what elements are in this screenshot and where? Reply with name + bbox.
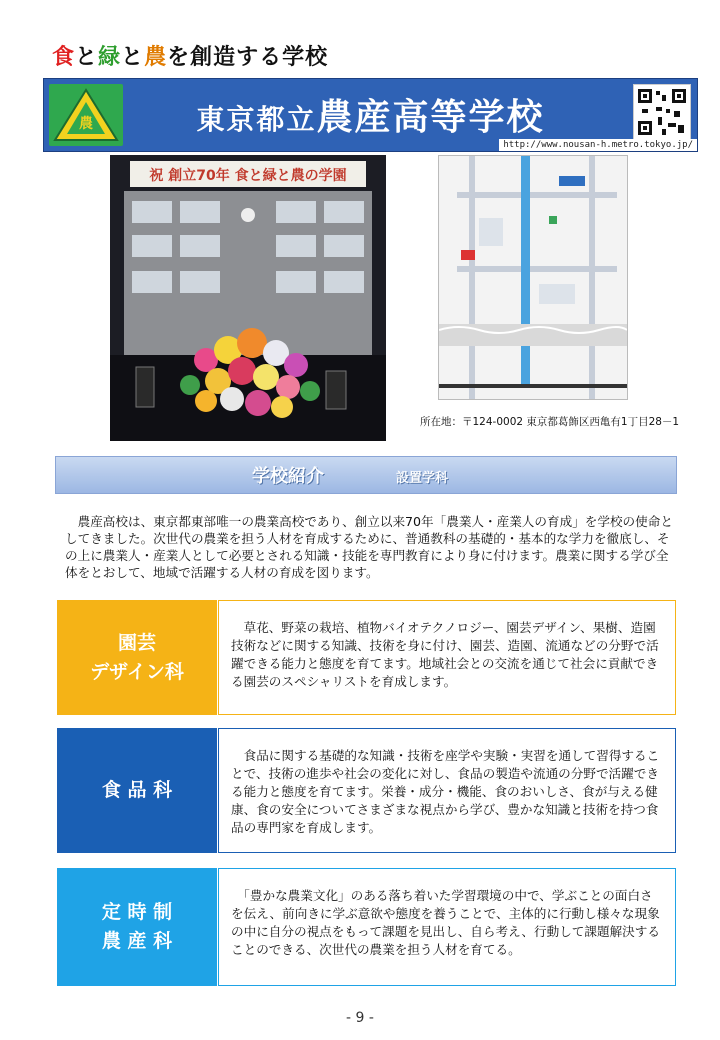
school-tagline [52, 40, 328, 71]
access-map[interactable] [438, 155, 628, 400]
department-description: 草花、野菜の栽培、植物バイオテクノロジー、園芸デザイン、果樹、造園技術などに関する知識、技術を身に付け、園芸、造園、流通などの分野で活躍できる能力と態度を育てます。地域社会との交流を通じて社会に貢献できる園芸のスペシャリストを育成します。 [218, 600, 676, 715]
qr-code-icon[interactable] [633, 84, 691, 140]
photo-banner-text: 祝 創立70年 食と緑と農の学園 [149, 168, 347, 184]
tagline-food: 食 [52, 45, 76, 70]
department-name-line1: 園芸 [117, 631, 156, 654]
school-name [44, 89, 697, 140]
tagline-rest: を創造する学校 [167, 45, 329, 70]
school-introduction: 農産高校は、東京都東部唯一の農業高校であり、創立以来70年「農業人・産業人の育成」を学校の使命としてきました。次世代の農業を担う人材を育成するために、普通教科の基礎的・基本的な学力を徹底し、その上に農業人・産業人として必要とされる知識・技能を専門教育により身に付けます。農業に関する学び全体をとおして、地域で活躍する人材の育成を図ります。 [65, 514, 673, 580]
section-title: 学校紹介 [252, 466, 324, 487]
department-label [57, 868, 217, 986]
tagline-to-2: と [121, 45, 145, 70]
school-url-link[interactable]: http://www.nousan-h.metro.tokyo.jp/ [499, 139, 697, 151]
department-label [57, 600, 217, 715]
tagline-green: 緑 [98, 45, 122, 70]
department-label [57, 728, 217, 853]
page-number: - 9 - [346, 1010, 374, 1026]
school-banner [43, 78, 698, 152]
department-name-line2: 農 産 科 [101, 930, 173, 952]
school-name-main: 農産高等学校 [316, 97, 545, 138]
school-building-photo [110, 155, 386, 441]
school-address: 所在地：〒124-0002 東京都葛飾区西亀有1丁目28－1 [420, 416, 680, 428]
department-description: 「豊かな農業文化」のある落ち着いた学習環境の中で、学ぶことの面白さを伝え、前向きに学ぶ意欲や態度を養うことで、主体的に行動し様々な現象の中に自分の視点をもって課題を見出し、自ら考え、行動して課題解決することのできる、次世代の農業を担う人材を育てる。 [218, 868, 676, 986]
section-subtitle: 設置学科 [396, 471, 449, 486]
tagline-to-1: と [75, 45, 99, 70]
section-header [55, 456, 677, 494]
tagline-agri: 農 [144, 45, 168, 70]
department-name-line2: デザイン科 [90, 660, 184, 683]
school-name-prefix: 東京都立 [196, 103, 317, 136]
svg-text:農: 農 [79, 116, 93, 132]
department-description: 食品に関する基礎的な知識・技術を座学や実験・実習を通して習得することで、技術の進歩や社会の変化に対し、食品の製造や流通の分野で活躍できる能力と態度を育てます。栄養・成分・機能、食のおいしさ、食が与える健康、食の安全についてさまざまな視点から学び、豊かな知識と技術を持つ食品の専門家を育成します。 [218, 728, 676, 853]
department-name-line1: 定 時 制 [101, 901, 173, 923]
department-name-line1: 食 品 科 [101, 779, 173, 801]
